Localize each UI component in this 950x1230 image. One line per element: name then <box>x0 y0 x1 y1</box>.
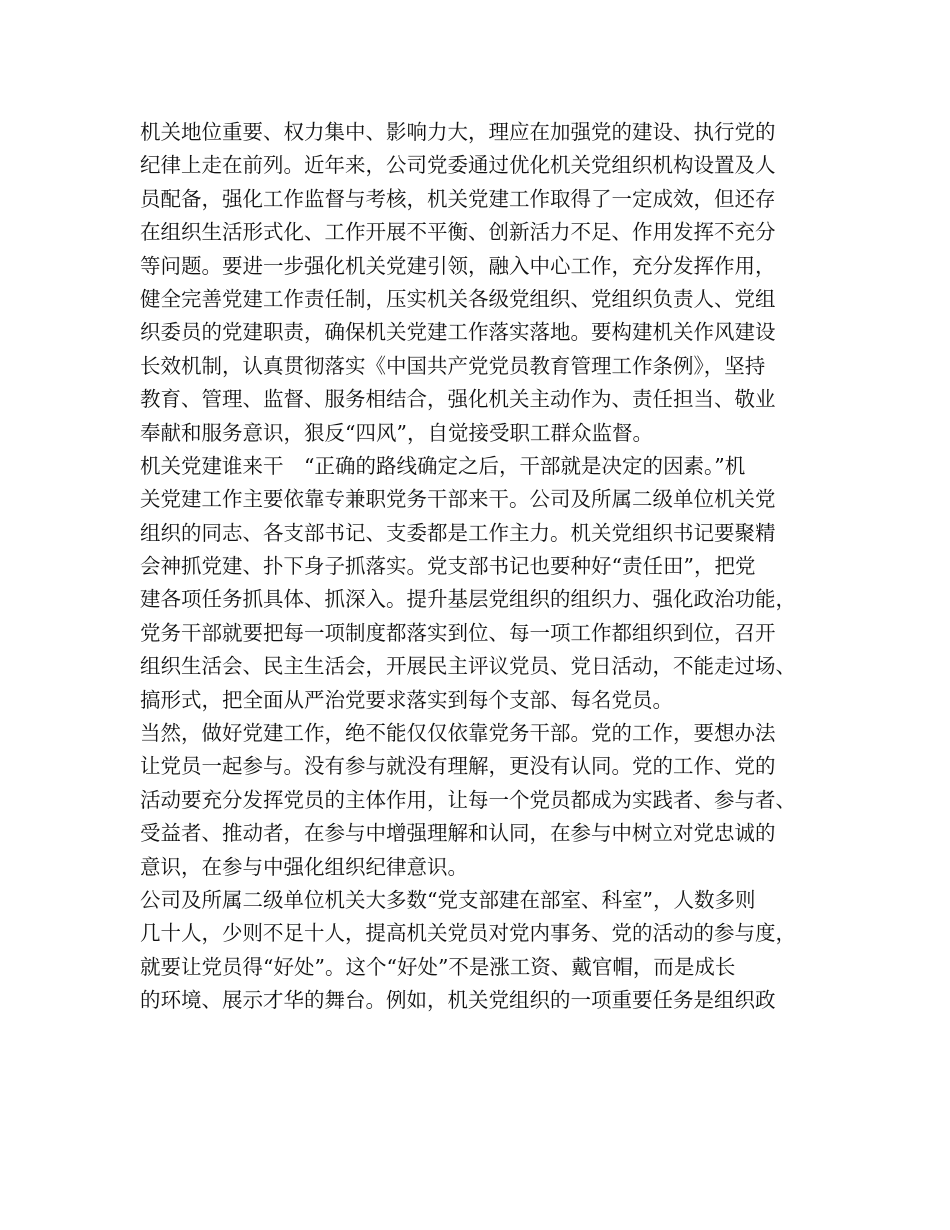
text-line: 教育、管理、监督、服务相结合，强化机关主动作为、责任担当、敬业 <box>140 387 776 412</box>
text-line: 在组织生活形式化、工作开展不平衡、创新活力不足、作用发挥不充分 <box>140 220 776 245</box>
text-line: 组织的同志、各支部书记、支委都是工作主力。机关党组织书记要聚精 <box>140 520 776 545</box>
text-line: 长效机制，认真贯彻落实《中国共产党党员教育管理工作条例》，坚持 <box>140 353 766 378</box>
text-line: 机关党建谁来干 “正确的路线确定之后，干部就是决定的因素。”机 <box>140 453 746 478</box>
text-line: 员配备，强化工作监督与考核，机关党建工作取得了一定成效，但还存 <box>140 186 776 211</box>
text-line: 党务干部就要把每一项制度都落实到位、每一项工作都组织到位，召开 <box>140 620 776 645</box>
text-line: 纪律上走在前列。近年来，公司党委通过优化机关党组织机构设置及人 <box>140 153 776 178</box>
text-line: 就要让党员得“好处”。这个“好处”不是涨工资、戴官帽，而是成长 <box>140 954 736 979</box>
text-line: 让党员一起参与。没有参与就没有理解，更没有认同。党的工作、党的 <box>140 754 776 779</box>
text-line: 受益者、推动者，在参与中增强理解和认同，在参与中树立对党忠诚的 <box>140 821 776 846</box>
text-line: 建各项任务抓具体、抓深入。提升基层党组织的组织力、强化政治功能， <box>140 587 796 612</box>
text-line: 会神抓党建、扑下身子抓落实。党支部书记也要种好“责任田”，把党 <box>140 554 756 579</box>
text-line: 奉献和服务意识，狠反“四风”，自觉接受职工群众监督。 <box>140 420 653 445</box>
text-line: 意识，在参与中强化组织纪律意识。 <box>140 854 468 879</box>
text-line: 健全完善党建工作责任制，压实机关各级党组织、党组织负责人、党组 <box>140 286 776 311</box>
text-line: 活动要充分发挥党员的主体作用，让每一个党员都成为实践者、参与者、 <box>140 787 796 812</box>
text-line: 的环境、展示才华的舞台。例如，机关党组织的一项重要任务是组织政 <box>140 988 776 1013</box>
text-line: 几十人，少则不足十人，提高机关党员对党内事务、党的活动的参与度， <box>140 921 796 946</box>
text-line: 织委员的党建职责，确保机关党建工作落实落地。要构建机关作风建设 <box>140 320 776 345</box>
body-text <box>140 116 840 1018</box>
text-line: 公司及所属二级单位机关大多数“党支部建在部室、科室”，人数多则 <box>140 887 756 912</box>
text-line: 机关地位重要、权力集中、影响力大，理应在加强党的建设、执行党的 <box>140 120 776 144</box>
text-line: 等问题。要进一步强化机关党建引领，融入中心工作，充分发挥作用， <box>140 253 776 278</box>
text-line: 当然，做好党建工作，绝不能仅仅依靠党务干部。党的工作，要想办法 <box>140 721 776 746</box>
text-line: 搞形式，把全面从严治党要求落实到每个支部、每名党员。 <box>140 687 673 712</box>
text-line: 关党建工作主要依靠专兼职党务干部来干。公司及所属二级单位机关党 <box>140 487 776 512</box>
text-line: 组织生活会、民主生活会，开展民主评议党员、党日活动，不能走过场、 <box>140 654 796 679</box>
